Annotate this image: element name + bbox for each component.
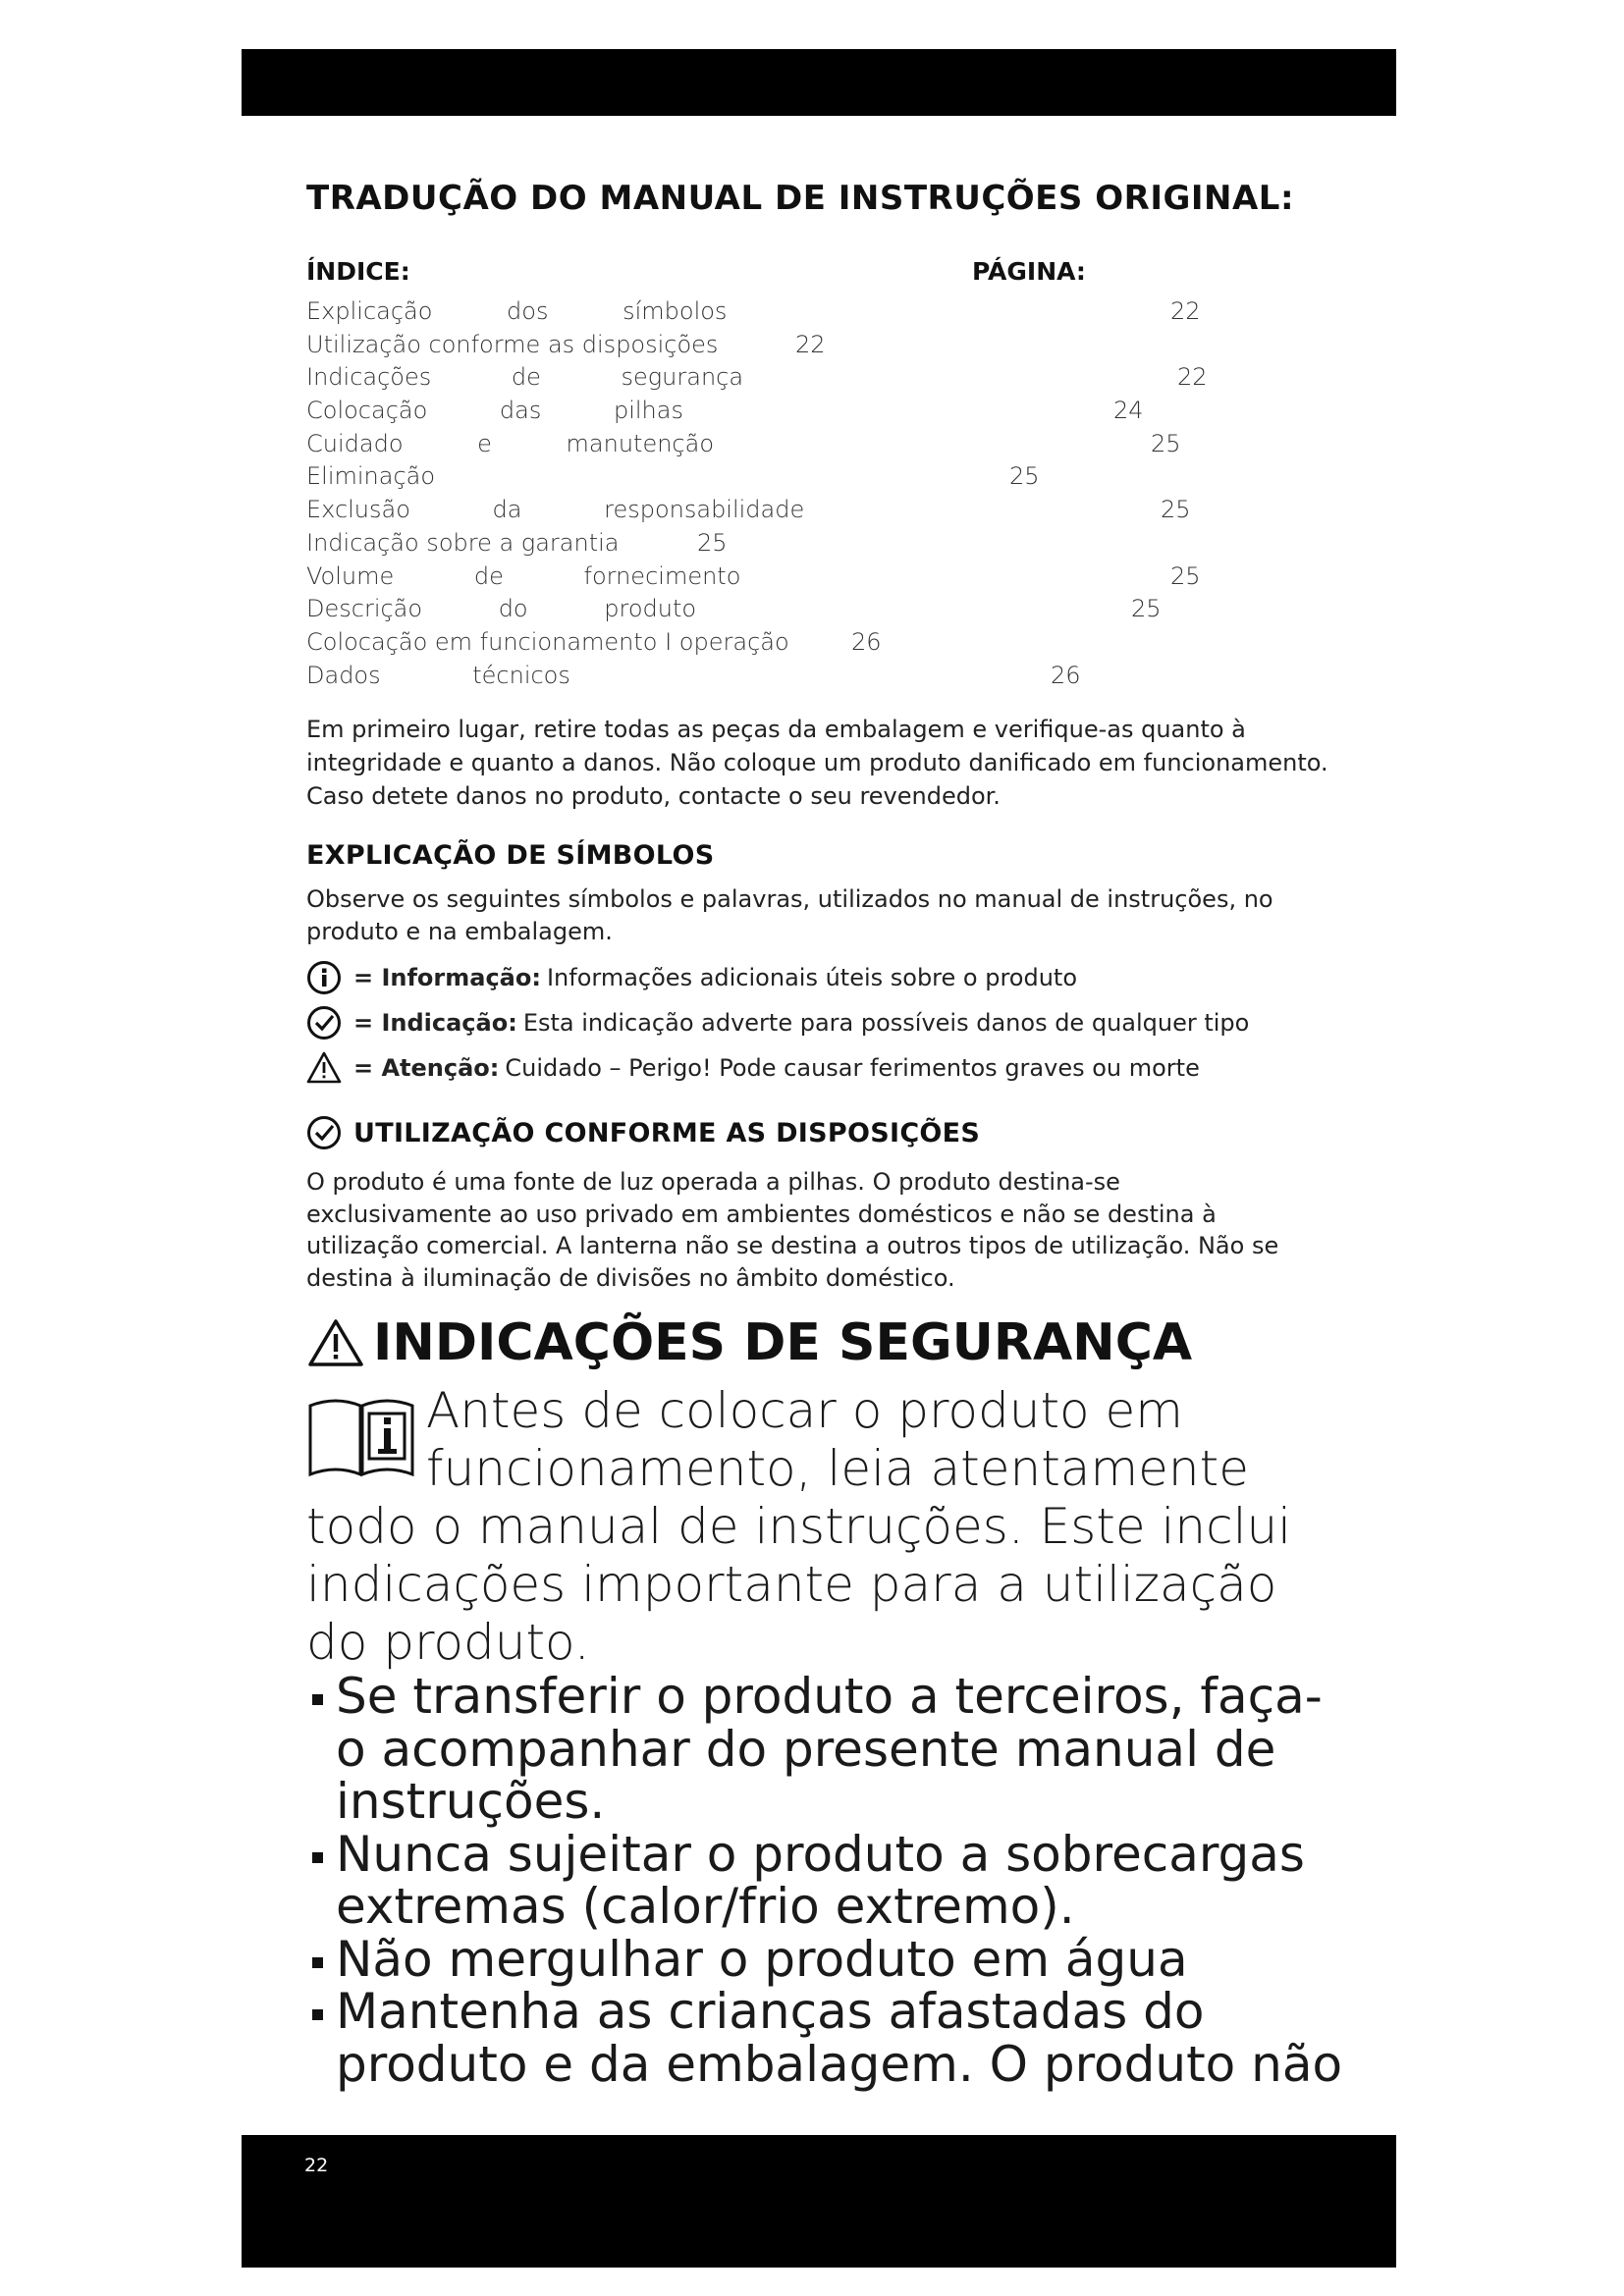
safety-bullet-text: Não mergulhar o produto em água bbox=[336, 1930, 1188, 1988]
toc-item-label: Indicações de segurança bbox=[306, 363, 744, 392]
toc-item-page: 24 bbox=[1113, 397, 1144, 425]
toc-item bbox=[306, 625, 1229, 659]
toc-item bbox=[306, 560, 1229, 593]
page-number: 22 bbox=[304, 2155, 329, 2176]
toc-item-page: 22 bbox=[795, 330, 826, 358]
symbol-desc: Esta indicação adverte para possíveis danos de qualquer tipo bbox=[522, 1009, 1250, 1037]
toc-item-label: Explicação dos símbolos bbox=[306, 297, 728, 325]
toc-index-heading: ÍNDICE: bbox=[306, 257, 410, 286]
toc-item bbox=[306, 360, 1229, 394]
toc-item bbox=[306, 526, 1229, 560]
toc-item bbox=[306, 328, 1229, 361]
toc-item bbox=[306, 294, 1229, 328]
usage-paragraph: O produto é uma fonte de luz operada a pilhas. O produto destina-se exclusivamente ao uso privado em ambientes domésticos e não se destina à utilização comercial. A lanterna não se destina a outros tipos de utilização. Não se destina à iluminação de divisões no âmbito doméstico. bbox=[306, 1168, 1279, 1292]
info-icon bbox=[306, 960, 342, 995]
toc-item bbox=[306, 427, 1229, 460]
toc-item-page: 25 bbox=[1170, 561, 1201, 590]
toc-item-page: 25 bbox=[1131, 595, 1162, 623]
bullet-square-icon bbox=[312, 1852, 323, 1863]
toc-item-page: 25 bbox=[697, 528, 728, 557]
toc-item-page: 22 bbox=[1170, 297, 1201, 325]
symbol-desc: Informações adicionais úteis sobre o produto bbox=[546, 964, 1078, 991]
toc-item-page: 26 bbox=[1051, 661, 1081, 689]
safety-heading-text: INDICAÇÕES DE SEGURANÇA bbox=[373, 1313, 1193, 1372]
safety-lead-first: Antes de colocar o produto em funcionamento, leia atentamente bbox=[426, 1382, 1249, 1497]
header-bar bbox=[242, 49, 1396, 116]
symbol-warning-row bbox=[306, 1048, 1200, 1088]
symbol-desc: Cuidado – Perigo! Pode causar ferimentos graves ou morte bbox=[505, 1054, 1200, 1082]
warning-icon bbox=[306, 1050, 342, 1086]
check-icon bbox=[306, 1005, 342, 1041]
symbol-check-row bbox=[306, 1003, 1249, 1042]
safety-lead-rest: todo o manual de instruções. Este inclui indicações importante para a utilização do produto. bbox=[306, 1498, 1292, 1671]
read-manual-icon bbox=[306, 1392, 416, 1478]
warning-icon bbox=[306, 1317, 365, 1368]
bullet-square-icon bbox=[312, 2009, 323, 2020]
safety-heading bbox=[306, 1313, 1192, 1372]
check-icon bbox=[306, 1115, 342, 1150]
symbol-term: = Atenção: bbox=[353, 1054, 500, 1082]
symbols-intro: Observe os seguintes símbolos e palavras, utilizados no manual de instruções, no produto e na embalagem. bbox=[306, 885, 1273, 945]
usage-heading: UTILIZAÇÃO CONFORME AS DISPOSIÇÕES bbox=[353, 1117, 981, 1148]
bullet-square-icon bbox=[312, 1694, 323, 1705]
intro-paragraph: Em primeiro lugar, retire todas as peças da embalagem e verifique-as quanto à integridade e quanto a danos. Não coloque um produto danificado em funcionamento. Caso detete danos no produto, contacte o seu revendedor. bbox=[306, 716, 1328, 810]
safety-bullet bbox=[310, 1825, 1351, 1935]
toc-item-label: Colocação das pilhas bbox=[306, 397, 683, 425]
symbol-info-row bbox=[306, 958, 1077, 997]
toc-item-label: Dados técnicos bbox=[306, 661, 570, 689]
toc-item-page: 26 bbox=[851, 627, 882, 656]
table-of-contents bbox=[306, 294, 1229, 691]
toc-item bbox=[306, 659, 1229, 692]
toc-item-page: 25 bbox=[1161, 496, 1191, 524]
symbol-term: = Indicação: bbox=[353, 1009, 517, 1037]
toc-item-label: Volume de fornecimento bbox=[306, 561, 741, 590]
safety-bullet-text: Mantenha as crianças afastadas do produto e da embalagem. O produto não bbox=[336, 1983, 1343, 2093]
toc-page-heading: PÁGINA: bbox=[972, 257, 1086, 286]
symbols-heading: EXPLICAÇÃO DE SÍMBOLOS bbox=[306, 840, 715, 871]
safety-bullet-text: Se transferir o produto a terceiros, faça-o acompanhar do presente manual de instruções. bbox=[336, 1668, 1323, 1830]
toc-item bbox=[306, 394, 1229, 427]
toc-item-label: Colocação em funcionamento I operação bbox=[306, 627, 789, 656]
toc-item-page: 22 bbox=[1177, 363, 1208, 392]
bullet-square-icon bbox=[312, 1957, 323, 1968]
toc-item-label: Cuidado e manutenção bbox=[306, 429, 714, 457]
toc-item bbox=[306, 459, 1229, 493]
safety-bullet-list bbox=[310, 1668, 1351, 2093]
toc-item-label: Indicação sobre a garantia bbox=[306, 528, 620, 557]
safety-bullet-text: Nunca sujeitar o produto a sobrecargas extremas (calor/frio extremo). bbox=[336, 1825, 1305, 1935]
toc-item-page: 25 bbox=[1009, 462, 1040, 491]
toc-item bbox=[306, 592, 1229, 625]
toc-item-label: Eliminação bbox=[306, 462, 436, 491]
symbol-term: = Informação: bbox=[353, 964, 541, 991]
safety-bullet bbox=[310, 1930, 1351, 1988]
safety-bullet bbox=[310, 1983, 1351, 2093]
usage-heading-row bbox=[306, 1113, 980, 1152]
toc-item-label: Exclusão da responsabilidade bbox=[306, 496, 805, 524]
toc-item-page: 25 bbox=[1151, 429, 1181, 457]
toc-item bbox=[306, 493, 1229, 526]
toc-item-label: Descrição do produto bbox=[306, 595, 697, 623]
safety-bullet bbox=[310, 1668, 1351, 1830]
toc-item-label: Utilização conforme as disposições bbox=[306, 330, 719, 358]
footer-bar bbox=[242, 2135, 1396, 2268]
page-title: TRADUÇÃO DO MANUAL DE INSTRUÇÕES ORIGINAL: bbox=[306, 179, 1295, 218]
